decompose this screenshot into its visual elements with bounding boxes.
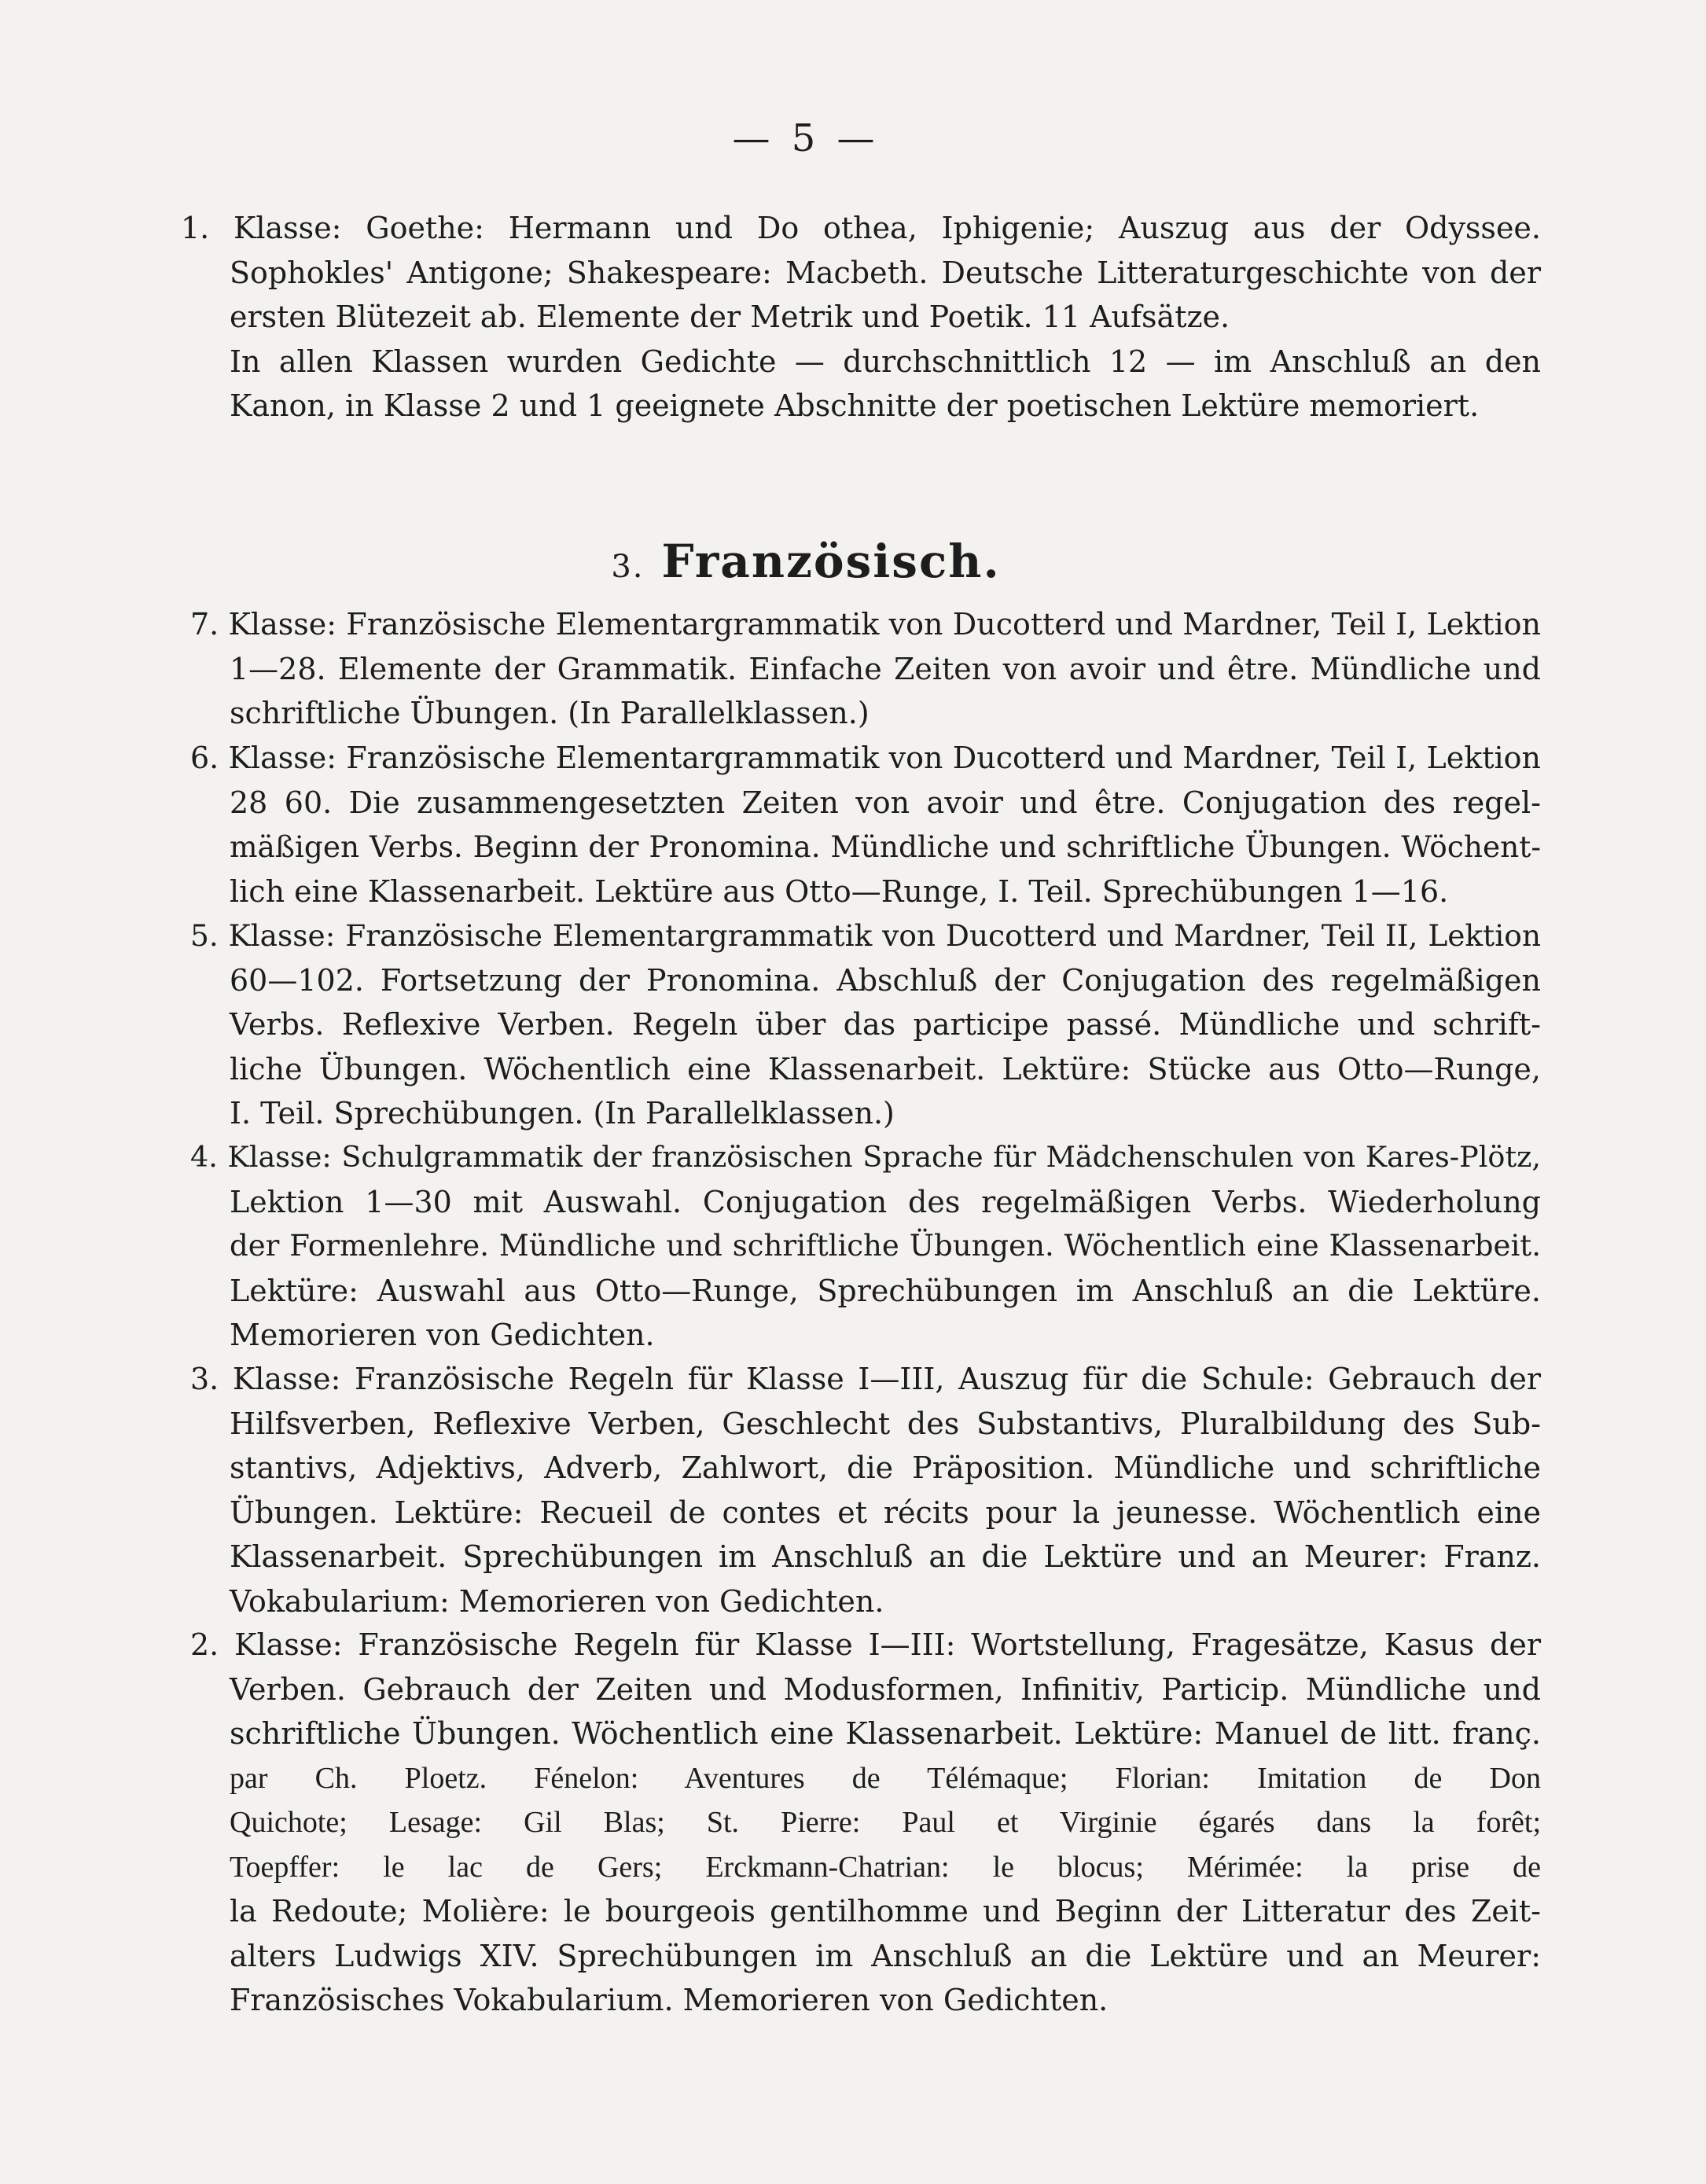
text-line: 60—102. Fortsetzung der Pronomina. Abschluß der Conjugation des regelmäßigen xyxy=(230,962,1541,998)
text-line: I. Teil. Sprechübungen. (In Parallelklassen.) xyxy=(230,1096,895,1131)
text-line: alters Ludwigs XIV. Sprechübungen im Anschluß an die Lektüre und an Meurer: xyxy=(230,1938,1541,1973)
text-line: Quichote; Lesage: Gil Blas; St. Pierre: Paul et Virginie égarés dans la forêt; xyxy=(230,1806,1541,1839)
text-line: 1—28. Elemente der Grammatik. Einfache Zeiten von avoir und être. Mündliche und xyxy=(230,651,1541,686)
text-line: Kanon, in Klasse 2 und 1 geeignete Abschnitte der poetischen Lektüre memoriert. xyxy=(230,388,1480,423)
text-line: par Ch. Ploetz. Fénelon: Aventures de Télémaque; Florian: Imitation de Don xyxy=(230,1761,1541,1795)
text-line: der Formenlehre. Mündliche und schriftliche Übungen. Wöchentlich eine Klassenarbeit. xyxy=(230,1229,1541,1263)
text-line: Französisches Vokabularium. Memorieren von Gedichten. xyxy=(230,1983,1109,2017)
class-entry-2 xyxy=(181,1623,1541,2023)
class-entry-4 xyxy=(181,1135,1541,1358)
text-line: Sophokles' Antigone; Shakespeare: Macbeth. Deutsche Litteraturgeschichte von der xyxy=(230,255,1541,290)
text-line: Toepffer: le lac de Gers; Erckmann-Chatrian: le blocus; Mérimée: la prise de xyxy=(230,1850,1541,1884)
class-entry-5 xyxy=(181,914,1541,1136)
text-line: Verbs. Reflexive Verben. Regeln über das participe passé. Mündliche und schrift- xyxy=(230,1007,1541,1042)
text-line: Übungen. Lektüre: Recueil de contes et récits pour la jeunesse. Wöchentlich eine xyxy=(230,1495,1541,1530)
text-line: Verben. Gebrauch der Zeiten und Modusformen, Infinitiv, Particip. Mündliche und xyxy=(230,1671,1541,1707)
page-number: — 5 — xyxy=(732,116,880,160)
text-line: lich eine Klassenarbeit. Lektüre aus Otto—Runge, I. Teil. Sprechübungen 1—16. xyxy=(230,873,1449,909)
text-line: In allen Klassen wurden Gedichte — durchschnittlich 12 — im Anschluß an den xyxy=(230,344,1541,379)
text-line: 1. Klasse: Goethe: Hermann und Do othea, Iphigenie; Auszug aus der Odyssee. xyxy=(181,211,1541,245)
text-line: stantivs, Adjektivs, Adverb, Zahlwort, die Präposition. Mündliche und schriftliche xyxy=(230,1450,1541,1485)
section-title: Französisch. xyxy=(661,535,1001,588)
text-line: Lektion 1—30 mit Auswahl. Conjugation des regelmäßigen Verbs. Wiederholung xyxy=(230,1184,1541,1219)
class-entry-6 xyxy=(181,736,1541,914)
text-line: 3. Klasse: Französische Regeln für Klasse I—III, Auszug für die Schule: Gebrauch der xyxy=(190,1362,1541,1396)
text-line: Lektüre: Auswahl aus Otto—Runge, Sprechübungen im Anschluß an die Lektüre. xyxy=(230,1273,1541,1308)
text-line: liche Übungen. Wöchentlich eine Klassenarbeit. Lektüre: Stücke aus Otto—Runge, xyxy=(230,1051,1541,1086)
text-line: schriftliche Übungen. Wöchentlich eine Klassenarbeit. Lektüre: Manuel de litt. franç. xyxy=(230,1716,1541,1751)
text-line: Vokabularium: Memorieren von Gedichten. xyxy=(230,1583,884,1619)
text-line: 4. Klasse: Schulgrammatik der französischen Sprache für Mädchenschulen von Kares-Plötz, xyxy=(190,1140,1541,1174)
intro-block xyxy=(181,206,1541,428)
text-line: ersten Blütezeit ab. Elemente der Metrik und Poetik. 11 Aufsätze. xyxy=(230,300,1230,334)
text-line: 2. Klasse: Französische Regeln für Klasse I—III: Wortstellung, Fragesätze, Kasus der xyxy=(190,1627,1541,1662)
text-line: mäßigen Verbs. Beginn der Pronomina. Mündliche und schriftliche Übungen. Wöchent- xyxy=(230,829,1541,864)
text-line: schriftliche Übungen. (In Parallelklassen.) xyxy=(230,696,870,730)
section-heading xyxy=(0,535,1612,588)
text-line: Hilfsverben, Reflexive Verben, Geschlecht des Substantivs, Pluralbildung des Sub- xyxy=(230,1406,1541,1441)
text-line: Klassenarbeit. Sprechübungen im Anschluß an die Lektüre und an Meurer: Franz. xyxy=(230,1539,1541,1574)
class-entry-3 xyxy=(181,1357,1541,1623)
class-entry-7 xyxy=(181,602,1541,736)
text-line: Memorieren von Gedichten. xyxy=(230,1318,655,1352)
text-line: la Redoute; Molière: le bourgeois gentilhomme und Beginn der Litteratur des Zeit- xyxy=(230,1894,1541,1928)
text-line: 6. Klasse: Französische Elementargrammatik von Ducotterd und Mardner, Teil I, Lektion xyxy=(190,741,1541,775)
text-line: 28 60. Die zusammengesetzten Zeiten von avoir und être. Conjugation des regel- xyxy=(230,785,1541,820)
section-number: 3. xyxy=(611,549,645,585)
text-line: 5. Klasse: Französische Elementargrammatik von Ducotterd und Mardner, Teil II, Lektion xyxy=(190,918,1541,953)
text-line: 7. Klasse: Französische Elementargrammatik von Ducotterd und Mardner, Teil I, Lektion xyxy=(190,607,1541,642)
